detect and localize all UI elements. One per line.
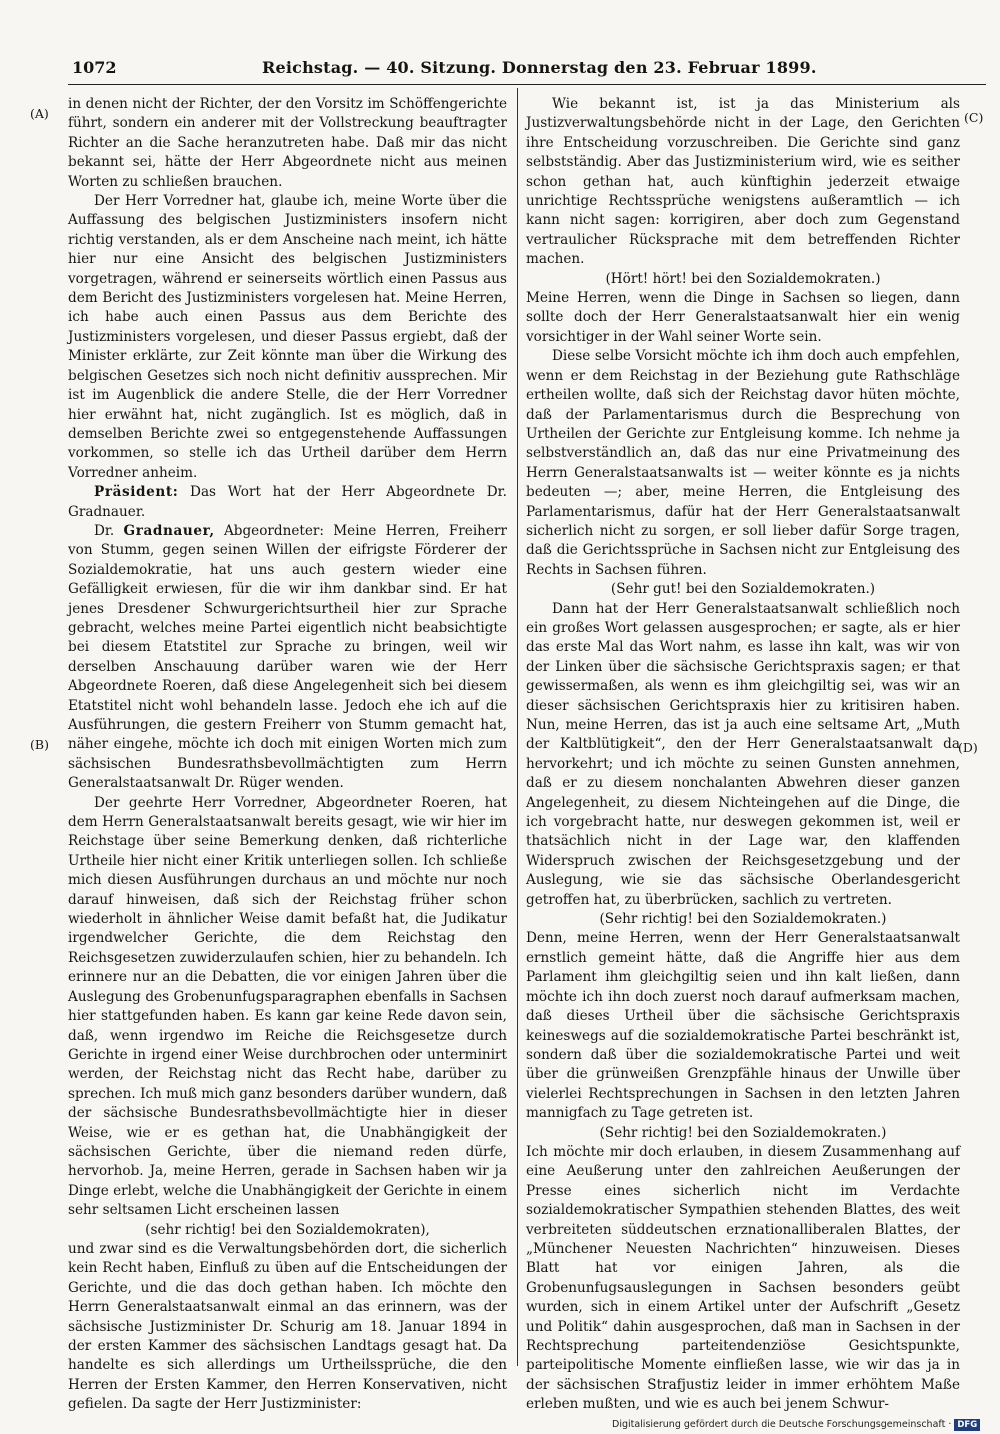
speaker-name: Präsident: [94, 484, 179, 501]
paragraph [68, 483, 507, 522]
paragraph: Dann hat der Herr Generalstaatsanwalt schließlich noch ein großes Wort gelassen ausgesprochen; er sagte, als er hier das erste Mal das Wort nahm, es lasse ihn kalt, was wir von der Linken über die sächsische Gerichtspraxis sagen; er that gewissermaßen, als wenn es ihm gleichgiltig sei, was wir an dieser sächsischen Gerichtspraxis hier zu kritisiren haben. Nun, meine Herren, das ist ja auch eine seltsame Art, „Muth der Kaltblütigkeit“, den der Herr Generalstaatsanwalt da hervorkehrt; und ich möchte zu seinen Gunsten annehmen, daß er zu diesem nonchalanten Abwehren dieser ganzen Angelegenheit, zu diesem Nichteingehen auf die Dinge, die ich vorgebracht hatte, nur deswegen gekommen ist, weil er thatsächlich nicht in der Lage war, den klaffenden Widerspruch zwischen der Reichsgesetzgebung und der Auslegung, wie sie das sächsische Oberlandesgericht getroffen hat, zu überbrücken, sachlich zu vertreten. [526, 600, 960, 908]
interjection: (Hört! hört! bei den Sozialdemokraten.) [605, 270, 881, 287]
margin-marker-b: (B) [30, 737, 49, 752]
running-title: Reichstag. — 40. Sitzung. Donnerstag den 23. Februar 1899. [262, 58, 817, 77]
paragraph: Diese selbe Vorsicht möchte ich ihm doch auch empfehlen, wenn er dem Reichstag in der Beziehung gute Rathschläge ertheilen wollte, daß sich der Reichstag davor hüten möchte, daß der Parlamentarismus durch die Besprechung von Urtheilen der Gerichte zur Entgleisung komme. Ich nehme ja selbstverständlich an, daß das nur eine Privatmeinung des Herrn Generalstaatsanwalts ist — weiter könnte es ja nichts bedeuten —; aber, meine Herren, die Entgleisung des Parlamentarismus, dafür hat der Herr Generalstaatsanwalt sicherlich nicht zu sorgen, er soll lieber dafür Sorge tragen, daß die Gerichtssprüche in Sachsen nicht zur Entgleisung des Rechts in Sachsen führen. [526, 348, 960, 578]
interjection: (sehr richtig! bei den Sozialdemokraten), [145, 1221, 430, 1238]
paragraph: Der geehrte Herr Vorredner, Abgeordneter Roeren, hat dem Herrn Generalstaatsanwalt bereits gesagt, wie wir hier im Reichstage über seine Bemerkung denken, daß richterliche Urtheile hier nicht einer Kritik unterliegen sollen. Ich schließe mich diesen Ausführungen durchaus an und möchte nur noch darauf hinweisen, daß sich der Reichstag früher schon wiederholt in ähnlicher Weise damit befaßt hat, die Judikatur irgendwelcher Gerichte, die dem Reichstag den Reichsgesetzen zuwiderzulaufen schien, hier zu behandeln. Ich erinnere nur an die Debatten, die vor einigen Jahren über die Auslegung des Grobenunfugsparagraphen ebenfalls in Sachsen hier stattgefunden haben. Es kann gar keine Rede davon sein, daß, wenn irgendwo im Reiche die Reichsgesetze durch Gerichte in irgend einer Weise durchbrochen oder unterminirt werden, der Reichstag nicht das Recht habe, darüber zu sprechen. Ich muß mich ganz besonders darüber wundern, daß der sächsische Bundesrathsbevollmächtigte hier in dieser Weise, wie er es gethan hat, die Unabhängigkeit der sächsischen Gerichte, über die niemand reden dürfe, hervorhob. Ja, meine Herren, gerade in Sachsen haben wir ja Dinge erlebt, welche die Unabhängigkeit der Gerichte in einem sehr seltsamen Licht erscheinen lassen [68, 794, 507, 1219]
paragraph: in denen nicht der Richter, der den Vorsitz im Schöffengerichte führt, sondern ein anderer mit der Vollstreckung beauftragter Richter an die Sache heranzutreten habe. Daß mir das nicht bekannt sei, hätte der Herr Abgeordnete nicht aus meinen Worten zu schließen brauchen. [68, 96, 507, 190]
digitization-credit [612, 1419, 992, 1433]
margin-marker-a: (A) [30, 106, 49, 121]
speech-text: Abgeordneter: Meine Herren, Freiherr von Stumm, gegen seinen Willen der eifrigste Förderer der Sozialdemokratie, hat uns auch gestern wieder eine Gefälligkeit erwiesen, für die wir ihm dankbar sind. Er hat jenes Dresdener Schwurgerichtsurtheil hier zur Sprache gebracht, welches meine Partei eigentlich nicht beabsichtigte bei diesem Etatstitel zur Sprache zu bringen, weil wir derselben Anschauung darüber waren wie der Herr Abgeordnete Roeren, daß diese Angelegenheit sich bei diesem Etatstitel nicht wohl behandeln lasse. Jedoch ehe ich auf die Ausführungen, die gestern Freiherr von Stumm gemacht hat, näher eingehe, möchte ich doch mit einigen Worten mich zum sächsischen Bundesrathsbevollmächtigten zum Herrn Generalstaatsanwalt Dr. Rüger wenden. [68, 522, 507, 792]
left-column [68, 95, 507, 1415]
speech-text: Das Wort hat der Herr Abgeordnete Dr. Gradnauer. [68, 484, 508, 520]
margin-marker-c: (C) [964, 110, 984, 125]
speaker-name: Gradnauer, [123, 522, 215, 539]
paragraph: Meine Herren, wenn die Dinge in Sachsen so liegen, dann sollte doch der Herr Generalstaatsanwalt hier ein wenig vorsichtiger in der Wahl seiner Worte sein. [526, 290, 960, 345]
paragraph: Denn, meine Herren, wenn der Herr Generalstaatsanwalt ernstlich gemeint hätte, daß die Angriffe hier aus dem Parlament ihm gleichgiltig seien und ihn kalt ließen, dann möchte ich ihn doch zuerst noch darauf aufmerksam machen, daß dieses Urtheil über die sächsische Gerichtspraxis keineswegs auf die sozialdemokratische Partei beschränkt ist, sondern daß über die sozialdemokratische Partei und weit über die grünweißen Grenzpfähle hinaus der Unwille über vielerlei Rechtsprechungen in Sachsen in den letzten Jahren mannigfach zu Tage getreten ist. [526, 930, 960, 1122]
column-divider [517, 88, 518, 1366]
quotation: Wie bekannt ist, ist ja das Ministerium als Justizverwaltungsbehörde nicht in der Lage, den Gerichten ihre Entscheidung vorzuschreiben. Die Gerichte sind ganz selbstständig. Aber das Justizministerium wird, wie es seither schon gethan hat, auch künftighin jederzeit etwaige unrichtige Rechtssprüche wenigstens außeramtlich — ich kann nicht sagen: korrigiren, aber doch zum Gegenstand vertraulicher Rücksprache mit dem betreffenden Richter machen. [526, 96, 960, 268]
paragraph: und zwar sind es die Verwaltungsbehörden dort, die sicherlich kein Recht haben, Einfluß zu üben auf die Entscheidungen der Gerichte, und die das doch gethan haben. Ich möchte den Herrn Generalstaatsanwalt einmal an das erinnern, was der sächsische Justizminister Dr. Schurig am 18. Januar 1894 in der ersten Kammer des sächsischen Landtags gesagt hat. Da handelte es sich allerdings um Urtheilssprüche, die den Herren der Ersten Kammer, den Herren Konservativen, nicht gefielen. Da sagte der Herr Justizminister: [68, 1240, 507, 1413]
paragraph: Der Herr Vorredner hat, glaube ich, meine Worte über die Auffassung des belgischen Justizministers insofern nicht richtig verstanden, als er dem Anscheine nach meint, ich hätte hier nur eine Ansicht des belgischen Justizministers vorgetragen, während er seinerseits wörtlich einen Passus aus dem Bericht des Justizministers vorgelesen hat. Meine Herren, ich habe auch einen Passus aus dem Berichte des Justizministers vorgelesen, und dieser Passus ergiebt, daß der Minister erklärte, zur Zeit könnte man über die Wirkung des belgischen Gesetzes sich noch nicht definitiv aussprechen. Mir ist im Augenblick die andere Stelle, die der Herr Vorredner hier erwähnt hat, nicht zugänglich. Ist es möglich, daß in demselben Berichte zwei so entgegenstehende Auffassungen vorkommen, so stelle ich das Urtheil darüber dem Herrn Vorredner anheim. [68, 193, 507, 481]
interjection: (Sehr gut! bei den Sozialdemokraten.) [610, 581, 876, 598]
margin-marker-d: (D) [958, 740, 978, 755]
interjection: (Sehr richtig! bei den Sozialdemokraten.) [599, 911, 887, 928]
interjection: (Sehr richtig! bei den Sozialdemokraten.) [599, 1124, 887, 1141]
speaker-title: Dr. [94, 522, 115, 539]
paragraph: Ich möchte mir doch erlauben, in diesem Zusammenhang auf eine Aeußerung unter den zahlreichen Aeußerungen der Presse eines sicherlich nicht im Verdachte sozialdemokratischer Sympathien stehenden Blattes, des weit verbreiteten süddeutschen erznationalliberalen Blattes, der „Münchener Neuesten Nachrichten“ hinzuweisen. Dieses Blatt hat vor einigen Jahren, als die Grobenunfugsauslegungen in Sachsen besonders geübt wurden, sich in einem Artikel unter der Aufschrift „Gesetz und Politik“ dahin ausgesprochen, daß man in Sachsen in der Rechtsprechung parteitendenziöse Gesichtspunkte, parteipolitische Momente einfließen lasse, wie wir das ja in der sächsischen Strafjustiz leider in immer erhöhtem Maße erleben mußten, und wie es auch bei jenem Schwur- [526, 1143, 960, 1413]
header-rule [68, 84, 986, 85]
page-header [72, 56, 988, 84]
dfg-logo: DFG [954, 1419, 980, 1431]
page-number: 1072 [72, 58, 117, 77]
paragraph [68, 522, 507, 794]
right-column [526, 95, 960, 1415]
credit-text: Digitalisierung gefördert durch die Deutsche Forschungsgemeinschaft · [612, 1419, 952, 1430]
